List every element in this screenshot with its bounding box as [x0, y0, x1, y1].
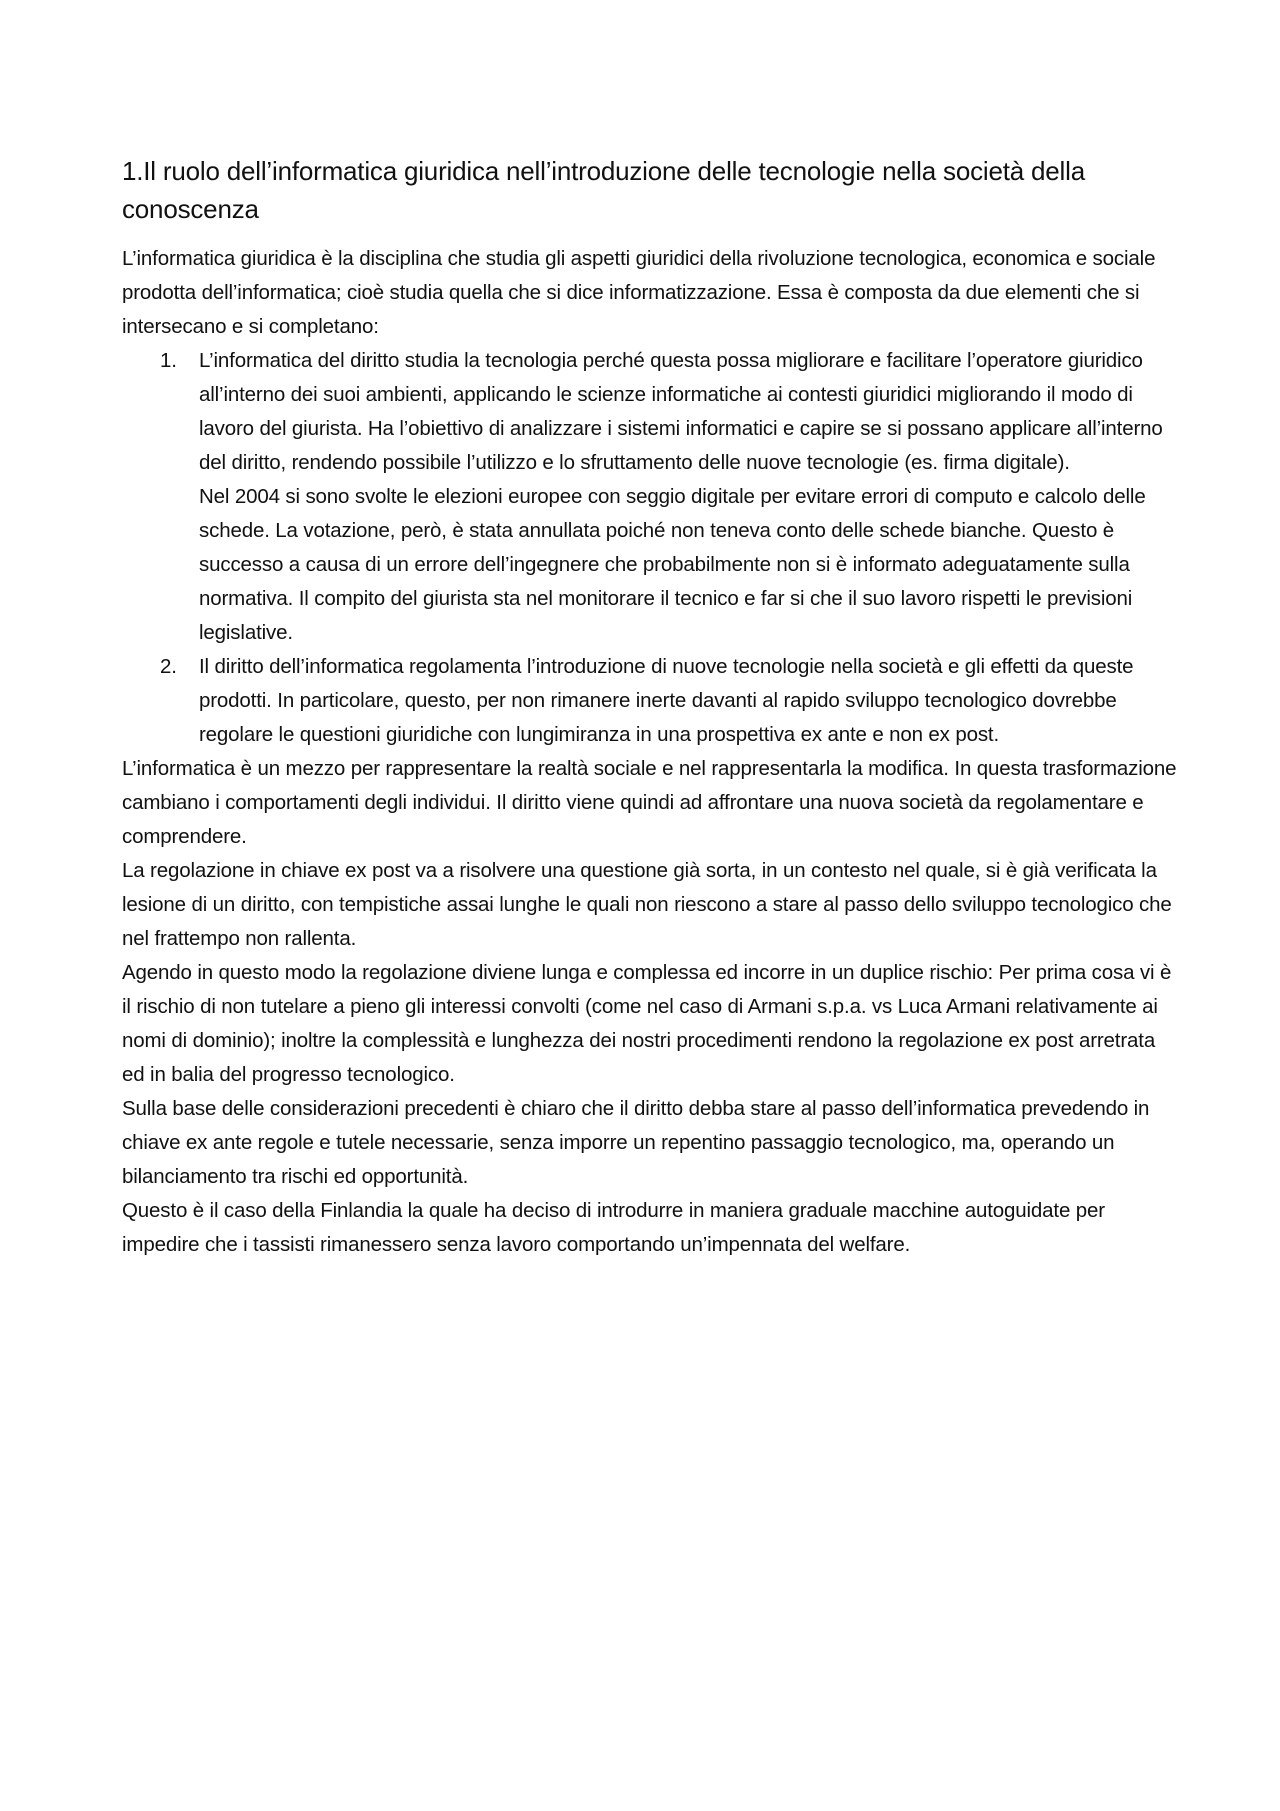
- body-paragraph: Questo è il caso della Finlandia la quale ha deciso di introdurre in maniera graduale macchine autoguidate per impedire che i tassisti rimanessero senza lavoro comportando un’impennata del welfare.: [122, 1199, 1105, 1256]
- list-item-text: L’informatica del diritto studia la tecnologia perché questa possa migliorare e facilitare l’operatore giuridico all’interno dei suoi ambienti, applicando le scienze informatiche ai contesti giuridici migliorando il modo di lavoro del giurista. Ha l’obiettivo di analizzare i sistemi informatici e capire se si possano applicare all’interno del diritto, rendendo possibile l’utilizzo e lo sfruttamento delle nuove tecnologie (es. firma digitale).: [199, 349, 1163, 474]
- body-paragraph: La regolazione in chiave ex post va a risolvere una questione già sorta, in un contesto nel quale, si è già verificata la lesione di un diritto, con tempistiche assai lunghe le quali non riescono a stare al passo dello sviluppo tecnologico che nel frattempo non rallenta.: [122, 859, 1172, 950]
- document-title: 1.Il ruolo dell’informatica giuridica nell’introduzione delle tecnologie nella società della conoscenza: [122, 156, 1085, 224]
- list-item-text-continued: Nel 2004 si sono svolte le elezioni europee con seggio digitale per evitare errori di computo e calcolo delle schede. La votazione, però, è stata annullata poiché non teneva conto delle schede bianche. Questo è successo a causa di un errore dell’ingegnere che probabilmente non si è informato adeguatamente sulla normativa. Il compito del giurista sta nel monitorare il tecnico e far si che il suo lavoro rispetti le previsioni legislative.: [199, 485, 1146, 644]
- numbered-list: [122, 344, 1182, 752]
- document-page: [122, 152, 1182, 1262]
- body-paragraph: Sulla base delle considerazioni precedenti è chiaro che il diritto debba stare al passo dell’informatica prevedendo in chiave ex ante regole e tutele necessarie, senza imporre un repentino passaggio tecnologico, ma, operando un bilanciamento tra rischi ed opportunità.: [122, 1097, 1150, 1188]
- list-item-number: 2.: [160, 655, 177, 678]
- body-paragraph: Agendo in questo modo la regolazione diviene lunga e complessa ed incorre in un duplice rischio: Per prima cosa vi è il rischio di non tutelare a pieno gli interessi convolti (come nel caso di Armani s.p.a. vs Luca Armani relativamente ai nomi di dominio); inoltre la complessità e lunghezza dei nostri procedimenti rendono la regolazione ex post arretrata ed in balia del progresso tecnologico.: [122, 961, 1172, 1086]
- list-item: [122, 344, 1182, 650]
- list-item: [122, 650, 1182, 752]
- intro-paragraph: L’informatica giuridica è la disciplina che studia gli aspetti giuridici della rivoluzione tecnologica, economica e sociale prodotta dell’informatica; cioè studia quella che si dice informatizzazione. Essa è composta da due elementi che si intersecano e si completano:: [122, 247, 1156, 338]
- body-paragraph: L’informatica è un mezzo per rappresentare la realtà sociale e nel rappresentarla la modifica. In questa trasformazione cambiano i comportamenti degli individui. Il diritto viene quindi ad affrontare una nuova società da regolamentare e comprendere.: [122, 757, 1177, 848]
- list-item-text: Il diritto dell’informatica regolamenta l’introduzione di nuove tecnologie nella società e gli effetti da queste prodotti. In particolare, questo, per non rimanere inerte davanti al rapido sviluppo tecnologico dovrebbe regolare le questioni giuridiche con lungimiranza in una prospettiva ex ante e non ex post.: [199, 655, 1134, 746]
- list-item-number: 1.: [160, 349, 177, 372]
